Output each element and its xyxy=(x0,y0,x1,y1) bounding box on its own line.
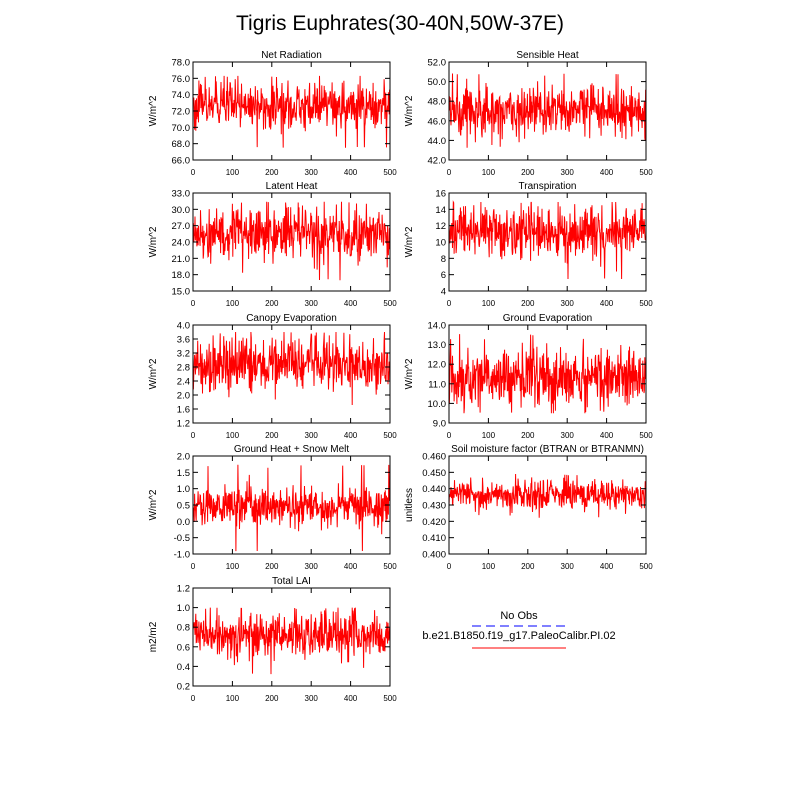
panel-1 xyxy=(148,50,397,177)
panel-7 xyxy=(148,444,397,571)
y-tick-label: 1.6 xyxy=(176,404,190,416)
y-tick-label: 0.6 xyxy=(176,642,190,654)
y-tick-label: 14 xyxy=(435,204,446,216)
panel-6 xyxy=(404,313,653,440)
legend-label-no-obs: No Obs xyxy=(500,610,538,622)
x-tick-label: 300 xyxy=(304,168,318,177)
y-tick-label: 1.2 xyxy=(176,583,190,595)
panel-title: Latent Heat xyxy=(265,181,318,192)
panel-title: Canopy Evaporation xyxy=(246,313,337,324)
x-tick-label: 200 xyxy=(265,562,279,571)
panels-group xyxy=(148,50,653,703)
x-tick-label: 400 xyxy=(343,168,358,177)
legend xyxy=(422,610,615,648)
x-tick-label: 300 xyxy=(560,299,574,308)
y-tick-label: 12 xyxy=(435,221,446,233)
panel-title: Ground Heat + Snow Melt xyxy=(233,444,350,455)
y-tick-label: 9.0 xyxy=(432,418,446,430)
y-tick-label: 0.8 xyxy=(176,622,190,634)
x-tick-label: 100 xyxy=(481,168,496,177)
y-tick-label: 0.0 xyxy=(176,516,190,528)
y-tick-label: 15.0 xyxy=(171,286,190,298)
y-axis-label: W/m^2 xyxy=(148,95,159,127)
y-axis-label: unitless xyxy=(404,488,415,522)
series-line xyxy=(193,202,390,281)
panel-title: Total LAI xyxy=(272,576,311,587)
x-tick-label: 400 xyxy=(343,694,358,703)
x-tick-label: 400 xyxy=(343,299,358,308)
x-tick-label: 300 xyxy=(304,562,318,571)
x-tick-label: 100 xyxy=(225,562,240,571)
x-tick-label: 300 xyxy=(304,431,318,440)
y-tick-label: 2.8 xyxy=(176,362,190,374)
x-tick-label: 400 xyxy=(599,431,614,440)
x-tick-label: 300 xyxy=(560,431,574,440)
series-line xyxy=(193,76,390,148)
y-tick-label: 0.440 xyxy=(422,484,446,496)
series-line xyxy=(193,465,390,551)
y-tick-label: 44.0 xyxy=(427,135,446,147)
y-tick-label: 66.0 xyxy=(171,155,190,167)
y-tick-label: 52.0 xyxy=(427,57,446,69)
y-tick-label: 50.0 xyxy=(427,77,446,89)
y-tick-label: 1.0 xyxy=(176,603,190,615)
x-tick-label: 100 xyxy=(225,431,240,440)
y-tick-label: 0.5 xyxy=(176,500,190,512)
y-tick-label: 12.0 xyxy=(427,359,446,371)
y-tick-label: 72.0 xyxy=(171,106,190,118)
y-tick-label: 0.4 xyxy=(176,661,190,673)
y-tick-label: 8 xyxy=(440,253,446,265)
series-line xyxy=(449,474,646,518)
y-tick-label: 14.0 xyxy=(427,320,446,332)
x-tick-label: 100 xyxy=(481,431,496,440)
y-tick-label: 2.0 xyxy=(176,390,190,402)
series-line xyxy=(193,332,390,405)
y-tick-label: 21.0 xyxy=(171,253,190,265)
y-tick-label: 0.460 xyxy=(422,451,446,463)
x-tick-label: 500 xyxy=(639,431,653,440)
y-tick-label: 1.0 xyxy=(176,484,190,496)
y-tick-label: 42.0 xyxy=(427,155,446,167)
y-tick-label: 27.0 xyxy=(171,221,190,233)
y-tick-label: 1.2 xyxy=(176,418,190,430)
y-tick-label: 33.0 xyxy=(171,188,190,200)
x-tick-label: 400 xyxy=(599,168,614,177)
y-axis-label: m2/m2 xyxy=(148,621,159,653)
y-tick-label: 4 xyxy=(440,286,446,298)
y-tick-label: 13.0 xyxy=(427,340,446,352)
y-tick-label: 10.0 xyxy=(427,398,446,410)
panel-2 xyxy=(404,50,653,177)
y-tick-label: 2.0 xyxy=(176,451,190,463)
panel-title: Net Radiation xyxy=(261,50,322,61)
x-tick-label: 500 xyxy=(383,562,397,571)
x-tick-label: 200 xyxy=(265,299,279,308)
x-tick-label: 0 xyxy=(190,431,196,440)
panel-title: Transpiration xyxy=(518,181,577,192)
y-tick-label: 3.6 xyxy=(176,334,190,346)
x-tick-label: 0 xyxy=(190,694,196,703)
x-tick-label: 0 xyxy=(446,299,452,308)
x-tick-label: 0 xyxy=(190,168,196,177)
x-tick-label: 200 xyxy=(521,562,535,571)
x-tick-label: 500 xyxy=(639,299,653,308)
x-tick-label: 0 xyxy=(446,562,452,571)
x-tick-label: 300 xyxy=(304,299,318,308)
y-tick-label: 4.0 xyxy=(176,320,190,332)
y-tick-label: 2.4 xyxy=(176,376,190,388)
x-tick-label: 500 xyxy=(383,299,397,308)
x-tick-label: 300 xyxy=(560,168,574,177)
x-tick-label: 200 xyxy=(521,431,535,440)
y-tick-label: 0.450 xyxy=(422,467,446,479)
y-tick-label: 0.400 xyxy=(422,549,446,561)
y-tick-label: 0.430 xyxy=(422,500,446,512)
x-tick-label: 500 xyxy=(639,562,653,571)
panel-4 xyxy=(404,181,653,308)
y-tick-label: 0.2 xyxy=(176,681,190,693)
x-tick-label: 300 xyxy=(304,694,318,703)
x-tick-label: 400 xyxy=(343,562,358,571)
y-axis-label: W/m^2 xyxy=(148,226,159,258)
y-tick-label: -0.5 xyxy=(173,533,190,545)
x-tick-label: 0 xyxy=(446,168,452,177)
y-tick-label: 78.0 xyxy=(171,57,190,69)
y-tick-label: 46.0 xyxy=(427,116,446,128)
x-tick-label: 400 xyxy=(599,562,614,571)
x-tick-label: 100 xyxy=(225,299,240,308)
y-axis-label: W/m^2 xyxy=(404,95,415,127)
series-line xyxy=(449,202,646,279)
panel-title: Soil moisture factor (BTRAN or BTRANMN) xyxy=(451,444,644,455)
x-tick-label: 100 xyxy=(481,562,496,571)
series-line xyxy=(449,334,646,413)
legend-label-model-run: b.e21.B1850.f19_g17.PaleoCalibr.PI.02 xyxy=(422,630,616,642)
x-tick-label: 400 xyxy=(343,431,358,440)
x-tick-label: 500 xyxy=(383,431,397,440)
x-tick-label: 200 xyxy=(265,694,279,703)
panel-title: Ground Evaporation xyxy=(502,313,593,324)
x-tick-label: 100 xyxy=(481,299,496,308)
y-tick-label: 11.0 xyxy=(428,379,446,391)
y-tick-label: 18.0 xyxy=(171,270,190,282)
x-tick-label: 100 xyxy=(225,168,240,177)
y-tick-label: 74.0 xyxy=(171,90,190,102)
y-tick-label: 6 xyxy=(440,270,446,282)
x-tick-label: 200 xyxy=(265,168,279,177)
panel-3 xyxy=(148,181,397,308)
x-tick-label: 500 xyxy=(383,168,397,177)
figure-title: Tigris Euphrates(30-40N,50W-37E) xyxy=(236,12,564,35)
y-tick-label: 1.5 xyxy=(176,467,190,479)
x-tick-label: 0 xyxy=(446,431,452,440)
y-axis-label: W/m^2 xyxy=(148,358,159,390)
y-axis-label: W/m^2 xyxy=(404,226,415,258)
x-tick-label: 200 xyxy=(521,299,535,308)
y-axis-label: W/m^2 xyxy=(404,358,415,390)
y-tick-label: 68.0 xyxy=(171,139,190,151)
y-tick-label: 48.0 xyxy=(427,96,446,108)
x-tick-label: 500 xyxy=(383,694,397,703)
y-tick-label: 0.420 xyxy=(422,516,446,528)
y-tick-label: 16 xyxy=(435,188,446,200)
x-tick-label: 300 xyxy=(560,562,574,571)
panel-8 xyxy=(404,444,653,571)
x-tick-label: 200 xyxy=(265,431,279,440)
x-tick-label: 400 xyxy=(599,299,614,308)
x-tick-label: 100 xyxy=(225,694,240,703)
series-line xyxy=(449,74,646,148)
y-tick-label: 76.0 xyxy=(171,73,190,85)
x-tick-label: 0 xyxy=(190,562,196,571)
y-tick-label: 10 xyxy=(435,237,446,249)
y-tick-label: 24.0 xyxy=(171,237,190,249)
panel-9 xyxy=(148,576,397,703)
series-line xyxy=(193,608,390,675)
y-tick-label: 70.0 xyxy=(171,122,190,134)
y-tick-label: 3.2 xyxy=(176,348,190,360)
panel-5 xyxy=(148,313,397,440)
y-tick-label: 30.0 xyxy=(171,204,190,216)
y-tick-label: -1.0 xyxy=(173,549,190,561)
x-tick-label: 0 xyxy=(190,299,196,308)
y-axis-label: W/m^2 xyxy=(148,489,159,521)
panel-title: Sensible Heat xyxy=(516,50,579,61)
y-tick-label: 0.410 xyxy=(422,533,446,545)
x-tick-label: 500 xyxy=(639,168,653,177)
x-tick-label: 200 xyxy=(521,168,535,177)
